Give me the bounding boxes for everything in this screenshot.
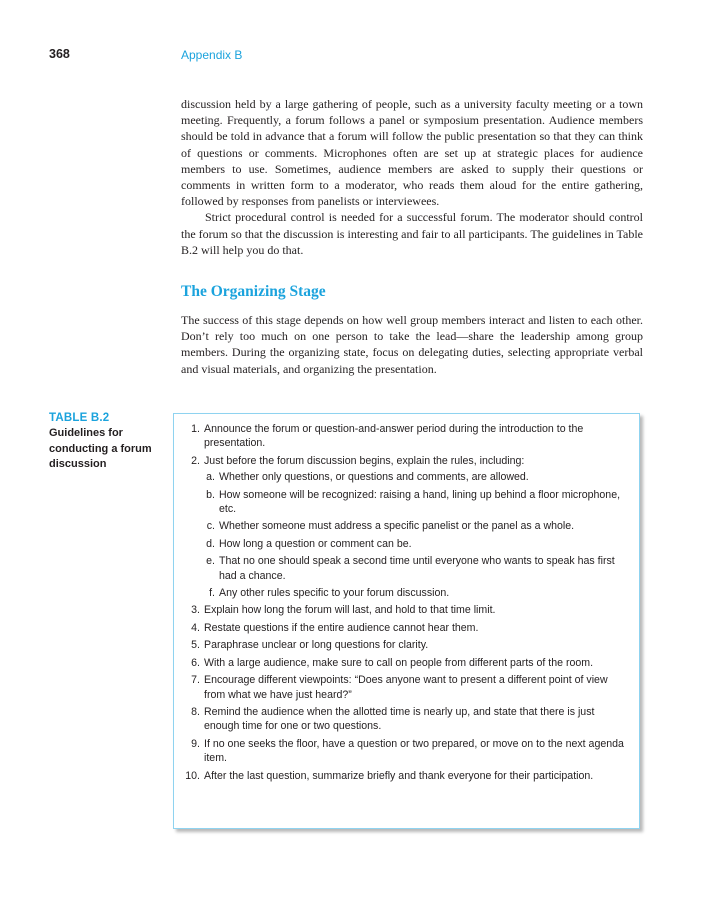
sub-list-item xyxy=(204,470,629,484)
sub-item-letter: e. xyxy=(206,555,215,568)
table-caption-block xyxy=(49,412,164,473)
item-text: Paraphrase unclear or long questions for clarity. xyxy=(204,639,429,652)
intro-text xyxy=(181,96,643,258)
sub-list-item xyxy=(204,488,629,517)
sub-list-item xyxy=(204,554,629,583)
table-label: TABLE B.2 xyxy=(49,412,110,424)
sub-list-item xyxy=(204,537,629,551)
item-number: 1. xyxy=(191,423,200,435)
list-item xyxy=(174,422,629,451)
item-text: Just before the forum discussion begins, explain the rules, including: xyxy=(204,454,525,467)
item-number: 9. xyxy=(191,737,200,750)
item-number: 8. xyxy=(191,705,200,718)
sub-item-text: That no one should speak a second time until everyone who wants to speak has first had a chance. xyxy=(219,555,615,582)
sub-list-item xyxy=(204,519,629,533)
table-caption: Guidelines for conducting a forum discussion xyxy=(49,427,152,470)
running-head: Appendix B xyxy=(181,48,243,62)
sub-item-text: How long a question or comment can be. xyxy=(219,537,412,550)
list-item xyxy=(174,621,629,635)
sub-item-text: Any other rules specific to your forum discussion. xyxy=(219,587,450,600)
sub-item-letter: c. xyxy=(206,520,215,533)
item-number: 6. xyxy=(191,656,200,669)
list-item xyxy=(174,454,629,601)
rules-sublist xyxy=(204,470,629,600)
sub-item-letter: b. xyxy=(206,488,215,501)
page-number: 368 xyxy=(49,47,70,61)
list-item xyxy=(174,603,629,617)
intro-paragraph: discussion held by a large gathering of people, such as a university faculty meeting or a town meeting. Frequently, a forum follows a panel or symposium presentation. Audience members should be told in advance that a forum will follow the public presentation so that they can think of questions or comments. Microphones often are set up at strategic places for audience members to use. Sometimes, audience members are asked to supply their questions or comments in written form to a moderator, who reads them aloud for the entire gathering, followed by responses from panelists or interviewees. xyxy=(181,97,643,209)
item-number: 10. xyxy=(185,769,200,782)
sub-item-letter: a. xyxy=(206,471,215,484)
section-paragraph: The success of this stage depends on how well group members interact and listen to each other. Don’t rely too much on one person to take the lead—share the leadership among group members. During the organizing state, focus on delegating duties, selecting appropriate verbal and visual materials, and organizing the presentation. xyxy=(181,313,643,376)
list-item xyxy=(174,656,629,670)
sub-item-text: Whether only questions, or questions and comments, are allowed. xyxy=(219,471,529,484)
sub-item-text: Whether someone must address a specific panelist or the panel as a whole. xyxy=(219,520,575,533)
item-text: Restate questions if the entire audience cannot hear them. xyxy=(204,621,479,634)
item-number: 5. xyxy=(191,639,200,652)
list-item xyxy=(174,737,629,766)
item-number: 3. xyxy=(191,604,200,617)
item-number: 2. xyxy=(191,454,200,467)
item-text: Remind the audience when the allotted time is nearly up, and state that there is just enough time for one or two questions. xyxy=(204,705,595,733)
section-heading: The Organizing Stage xyxy=(181,283,326,300)
list-item xyxy=(174,769,629,783)
item-text: Encourage different viewpoints: “Does anyone want to present a different point of view from what we have just heard?” xyxy=(204,674,608,701)
sub-item-letter: d. xyxy=(206,537,215,550)
list-item xyxy=(174,638,629,652)
item-text: Announce the forum or question-and-answer period during the introduction to the presentation. xyxy=(204,423,584,450)
item-number: 7. xyxy=(191,674,200,687)
guidelines-table xyxy=(173,413,640,829)
sub-item-letter: f. xyxy=(209,587,215,600)
item-text: After the last question, summarize briefly and thank everyone for their participation. xyxy=(204,769,594,782)
list-item xyxy=(174,673,629,702)
item-text: If no one seeks the floor, have a question or two prepared, or move on to the next agenda item. xyxy=(204,737,624,765)
guidelines-list xyxy=(174,414,639,783)
item-number: 4. xyxy=(191,621,200,634)
list-item xyxy=(174,705,629,734)
item-text: With a large audience, make sure to call on people from different parts of the room. xyxy=(204,656,594,669)
sub-list-item xyxy=(204,586,629,600)
item-text: Explain how long the forum will last, and hold to that time limit. xyxy=(204,604,496,617)
intro-paragraph: Strict procedural control is needed for a successful forum. The moderator should control the forum so that the discussion is interesting and fair to all participants. The guidelines in Table B.2 will help you do that. xyxy=(181,210,643,257)
sub-item-text: How someone will be recognized: raising a hand, lining up behind a floor microphone, etc. xyxy=(219,488,621,516)
